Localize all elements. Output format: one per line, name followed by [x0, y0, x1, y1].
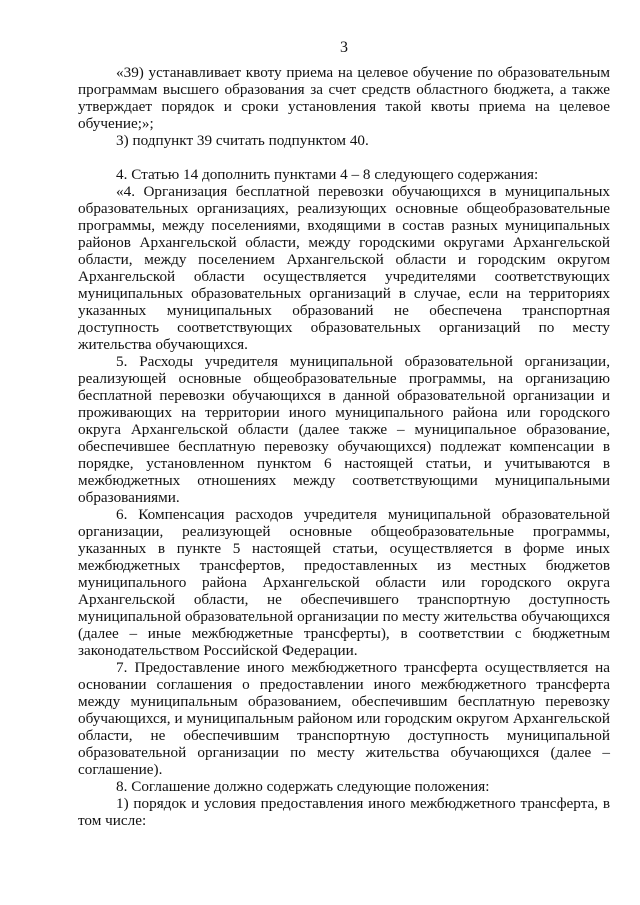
document-page	[78, 38, 610, 829]
paragraph-subpoint-1: 1) порядок и условия предоставления иного межбюджетного трансферта, в том числе:	[78, 795, 610, 829]
paragraph-spacer	[78, 149, 610, 166]
paragraph-article-14-amendment: 4. Статью 14 дополнить пунктами 4 – 8 следующего содержания:	[116, 166, 539, 183]
page-number: 3	[340, 39, 348, 56]
paragraph-point-7: 7. Предоставление иного межбюджетного трансферта осуществляется на основании соглашения о предоставлении иного межбюджетного трансферта между муниципальным образованием, обеспечившим бесплатную перевозку обучающихся, и муниципальным районом или городским округом Архангельской области, не обеспечившим транспортную доступность муниципальной образовательной организации по месту жительства обучающихся (далее – соглашение).	[78, 659, 610, 778]
paragraph-point-4: «4. Организация бесплатной перевозки обучающихся в муниципальных образовательных организациях, реализующих основные общеобразовательные программы, между поселениями, входящими в состав разных муниципальных районов Архангельской области, между городскими округами Архангельской области, между поселением Архангельской области и городским округом Архангельской области осуществляется учредителями соответствующих муниципальных образовательных организаций в случае, если на территориях указанных муниципальных образований не обеспечена транспортная доступность соответствующих образовательных организаций по месту жительства обучающихся.	[78, 183, 610, 353]
paragraph-point-5: 5. Расходы учредителя муниципальной образовательной организации, реализующей основные общеобразовательные программы, на организацию бесплатной перевозки обучающихся в данной образовательной организации и проживающих на территории иного муниципального района или городского округа Архангельской области (далее также – муниципальное образование, обеспечившее бесплатную перевозку обучающихся) подлежат компенсации в порядке, установленном пунктом 6 настоящей статьи, и учитываются в межбюджетных отношениях между соответствующими муниципальными образованиями.	[78, 353, 610, 506]
paragraph-item-39: «39) устанавливает квоту приема на целевое обучение по образовательным программам высшего образования за счет средств областного бюджета, а также утверждает порядок и сроки установления такой квоты приема на целевое обучение;»;	[78, 64, 610, 132]
paragraph-subitem-rename: 3) подпункт 39 считать подпунктом 40.	[116, 132, 369, 149]
paragraph-point-6: 6. Компенсация расходов учредителя муниципальной образовательной организации, реализующей основные общеобразовательные программы, указанных в пункте 5 настоящей статьи, осуществляется в форме иных межбюджетных трансфертов, предоставленных из местных бюджетов муниципального района Архангельской области или городского округа Архангельской области, не обеспечившего транспортную доступность муниципальной образовательной организации по месту жительства обучающихся (далее – иные межбюджетные трансферты), в соответствии с бюджетным законодательством Российской Федерации.	[78, 506, 610, 659]
paragraph-point-8: 8. Соглашение должно содержать следующие положения:	[116, 778, 490, 795]
